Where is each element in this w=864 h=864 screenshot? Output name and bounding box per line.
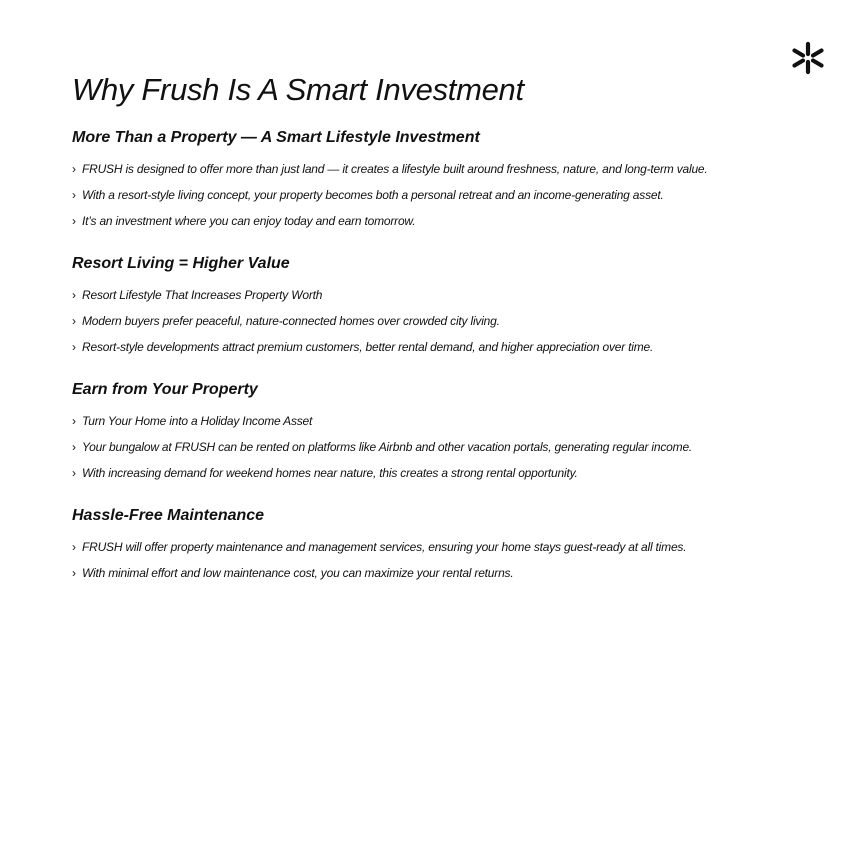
list-item [72,408,832,434]
chevron-right-icon: › [72,540,76,554]
chevron-right-icon: › [72,566,76,580]
list-item-text: FRUSH is designed to offer more than just land — it creates a lifestyle built around freshness, nature, and long-term value. [82,162,708,176]
list-item-text: Modern buyers prefer peaceful, nature-connected homes over crowded city living. [82,314,500,328]
list-item-text: With minimal effort and low maintenance cost, you can maximize your rental returns. [82,566,514,580]
chevron-right-icon: › [72,340,76,354]
chevron-right-icon: › [72,288,76,302]
list-item [72,308,832,334]
chevron-right-icon: › [72,188,76,202]
list-item-text: With increasing demand for weekend homes near nature, this creates a strong rental opportunity. [82,466,578,480]
page-title: Why Frush Is A Smart Investment [72,72,524,107]
list-item-text: With a resort-style living concept, your property becomes both a personal retreat and an income-generating asset. [82,188,664,202]
sections-container [72,126,832,604]
chevron-right-icon: › [72,466,76,480]
section-heading: More Than a Property — A Smart Lifestyle Investment [72,129,480,146]
list-item [72,182,832,208]
section-heading: Hassle-Free Maintenance [72,507,265,524]
chevron-right-icon: › [72,440,76,454]
list-item [72,460,832,486]
list-item [72,208,832,234]
list-item-text: FRUSH will offer property maintenance and management services, ensuring your home stays guest-ready at all times. [82,540,687,554]
asterisk-logo-icon [790,40,826,76]
list-item [72,282,832,308]
chevron-right-icon: › [72,162,76,176]
list-item [72,434,832,460]
list-item [72,534,832,560]
section-resort-living [72,252,832,360]
section-heading: Resort Living = Higher Value [72,255,290,272]
list-item-text: Your bungalow at FRUSH can be rented on platforms like Airbnb and other vacation portals, generating regular income. [82,440,693,454]
chevron-right-icon: › [72,314,76,328]
chevron-right-icon: › [72,214,76,228]
list-item-text: Turn Your Home into a Holiday Income Asset [82,414,313,428]
list-item [72,560,832,586]
list-item-text: Resort Lifestyle That Increases Property Worth [82,288,323,302]
section-smart-lifestyle [72,126,832,234]
chevron-right-icon: › [72,414,76,428]
list-item [72,156,832,182]
section-heading: Earn from Your Property [72,381,258,398]
section-earn-from-property [72,378,832,486]
list-item-text: It’s an investment where you can enjoy today and earn tomorrow. [82,214,416,228]
list-item-text: Resort-style developments attract premium customers, better rental demand, and higher appreciation over time. [82,340,654,354]
section-hassle-free-maintenance [72,504,832,586]
list-item [72,334,832,360]
